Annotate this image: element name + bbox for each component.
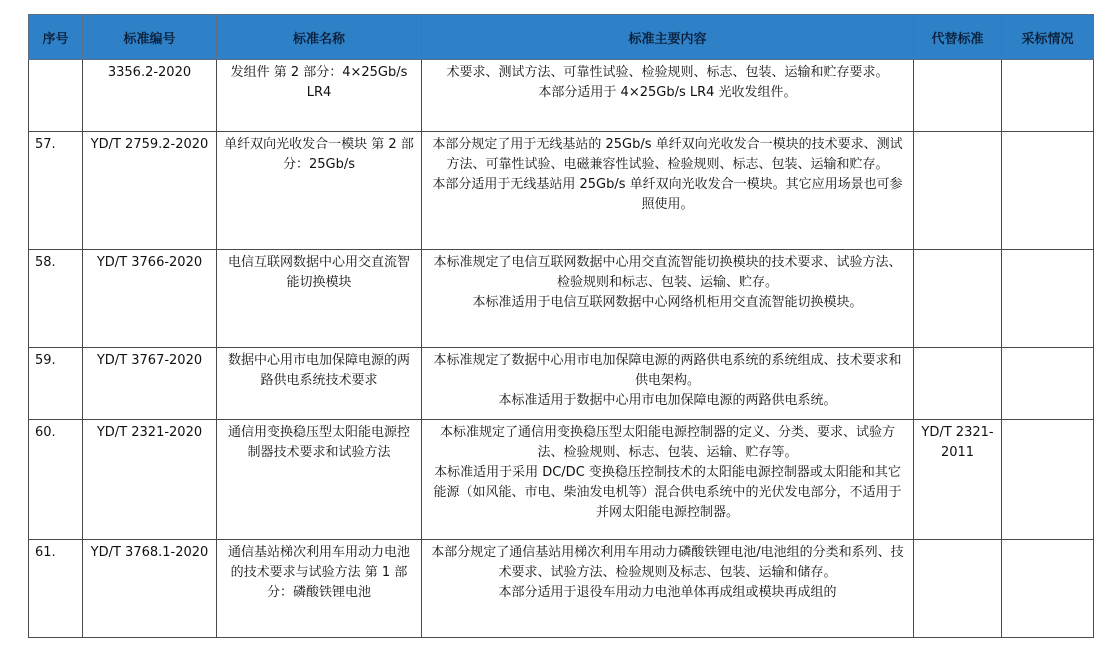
row-code: YD/T 2759.2-2020 — [83, 132, 217, 250]
table-row — [29, 132, 1094, 250]
row-no: 61. — [29, 540, 83, 638]
header-no: 序号 — [29, 15, 83, 60]
content-paragraph: 本标准适用于电信互联网数据中心网络机柜用交直流智能切换模块。 — [472, 295, 863, 310]
row-name: 电信互联网数据中心用交直流智能切换模块 — [217, 250, 422, 348]
row-name: 单纤双向光收发合一模块 第 2 部分：25Gb/s — [217, 132, 422, 250]
row-code: YD/T 3767-2020 — [83, 348, 217, 420]
content-paragraph: 本部分规定了通信基站用梯次利用车用动力磷酸铁锂电池/电池组的分类和系列、技术要求、试验方法、检验规则及标志、包装、运输和储存。 — [431, 545, 904, 580]
row-no: 60. — [29, 420, 83, 540]
header-code: 标准编号 — [83, 15, 217, 60]
table-row — [29, 540, 1094, 638]
row-content — [422, 348, 914, 420]
row-no — [29, 60, 83, 132]
header-name: 标准名称 — [217, 15, 422, 60]
content-paragraph: 本部分适用于退役车用动力电池单体再成组或模块再成组的 — [498, 585, 837, 600]
header-content: 标准主要内容 — [422, 15, 914, 60]
content-paragraph: 本部分适用于无线基站用 25Gb/s 单纤双向光收发合一模块。其它应用场景也可参照使用。 — [432, 177, 903, 212]
row-status — [1002, 420, 1094, 540]
header-replace: 代替标准 — [914, 15, 1002, 60]
content-paragraph: 术要求、测试方法、可靠性试验、检验规则、标志、包装、运输和贮存要求。 — [446, 65, 889, 80]
row-status — [1002, 60, 1094, 132]
content-paragraph: 本标准规定了电信互联网数据中心用交直流智能切换模块的技术要求、试验方法、检验规则和标志、包装、运输、贮存。 — [433, 255, 902, 290]
table-row — [29, 348, 1094, 420]
table-header-row — [29, 15, 1094, 60]
row-name: 数据中心用市电加保障电源的两路供电系统技术要求 — [217, 348, 422, 420]
row-no: 57. — [29, 132, 83, 250]
row-status — [1002, 540, 1094, 638]
header-status: 采标情况 — [1002, 15, 1094, 60]
content-paragraph: 本部分规定了用于无线基站的 25Gb/s 单纤双向光收发合一模块的技术要求、测试方法、可靠性试验、电磁兼容性试验、检验规则、标志、包装、运输和贮存。 — [432, 137, 903, 172]
row-replace — [914, 250, 1002, 348]
content-paragraph: 本标准规定了数据中心用市电加保障电源的两路供电系统的系统组成、技术要求和供电架构。 — [433, 353, 902, 388]
row-no: 58. — [29, 250, 83, 348]
table-row — [29, 420, 1094, 540]
row-name: 发组件 第 2 部分：4×25Gb/s LR4 — [217, 60, 422, 132]
row-content — [422, 250, 914, 348]
row-no: 59. — [29, 348, 83, 420]
row-code: YD/T 3766-2020 — [83, 250, 217, 348]
row-status — [1002, 132, 1094, 250]
row-status — [1002, 250, 1094, 348]
row-code: YD/T 3768.1-2020 — [83, 540, 217, 638]
row-code: 3356.2-2020 — [83, 60, 217, 132]
row-content — [422, 60, 914, 132]
row-replace — [914, 132, 1002, 250]
content-paragraph: 本部分适用于 4×25Gb/s LR4 光收发组件。 — [538, 85, 797, 100]
row-name: 通信基站梯次利用车用动力电池的技术要求与试验方法 第 1 部分：磷酸铁锂电池 — [217, 540, 422, 638]
standards-table-sheet — [28, 14, 1093, 638]
table-row — [29, 250, 1094, 348]
row-name: 通信用变换稳压型太阳能电源控制器技术要求和试验方法 — [217, 420, 422, 540]
standards-table — [28, 14, 1094, 638]
table-row — [29, 60, 1094, 132]
row-replace: YD/T 2321-2011 — [914, 420, 1002, 540]
content-paragraph: 本标准规定了通信用变换稳压型太阳能电源控制器的定义、分类、要求、试验方法、检验规则、标志、包装、运输、贮存等。 — [439, 425, 895, 460]
row-status — [1002, 348, 1094, 420]
row-content — [422, 540, 914, 638]
row-replace — [914, 540, 1002, 638]
row-replace — [914, 348, 1002, 420]
row-content — [422, 132, 914, 250]
row-code: YD/T 2321-2020 — [83, 420, 217, 540]
content-paragraph: 本标准适用于数据中心用市电加保障电源的两路供电系统。 — [498, 393, 837, 408]
row-content — [422, 420, 914, 540]
row-replace — [914, 60, 1002, 132]
content-paragraph: 本标准适用于采用 DC/DC 变换稳压控制技术的太阳能电源控制器或太阳能和其它能源（如风能、市电、柴油发电机等）混合供电系统中的光伏发电部分，不适用于并网太阳能电源控制器。 — [433, 465, 902, 520]
